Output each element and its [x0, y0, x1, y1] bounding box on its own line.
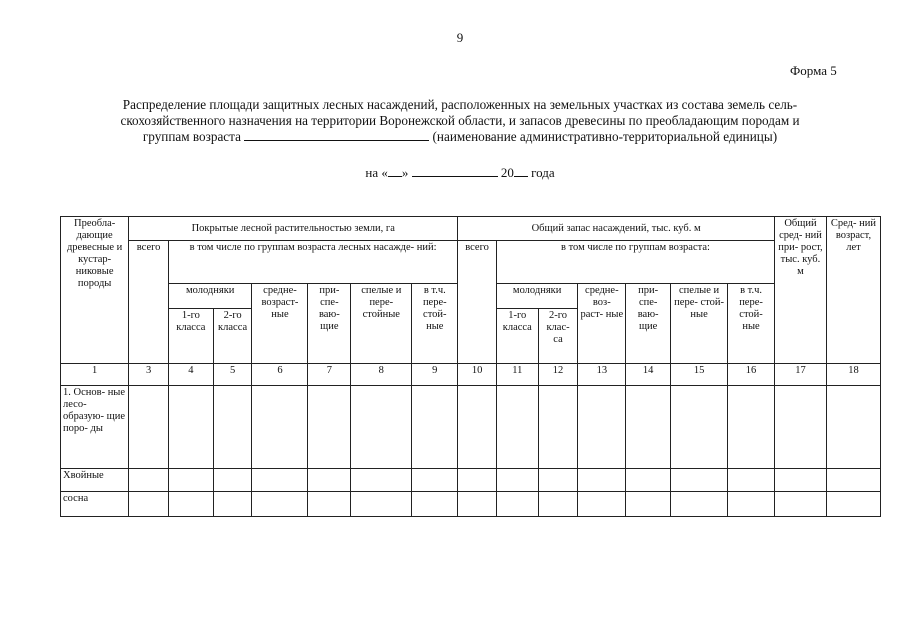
data-cell[interactable] — [774, 386, 826, 469]
data-cell[interactable] — [168, 386, 213, 469]
column-number-cell: 10 — [458, 364, 497, 386]
data-cell[interactable] — [728, 386, 775, 469]
header-stock-subgroup: в том числе по группам возраста: — [496, 241, 774, 284]
header-stock-young: молодняки — [496, 284, 577, 309]
data-cell[interactable] — [213, 469, 252, 492]
data-cell[interactable] — [728, 492, 775, 517]
data-cell[interactable] — [252, 386, 308, 469]
data-cell[interactable] — [129, 492, 169, 517]
data-cell[interactable] — [826, 386, 880, 469]
data-cell[interactable] — [774, 492, 826, 517]
data-cell[interactable] — [308, 469, 351, 492]
data-cell[interactable] — [308, 492, 351, 517]
column-number-cell: 4 — [168, 364, 213, 386]
data-cell[interactable] — [538, 492, 578, 517]
header-area-overmature: в т.ч. пере- стой- ные — [412, 284, 458, 364]
header-stock-class1: 1-го класса — [496, 309, 538, 364]
title-line-3-prefix: группам возраста — [142, 129, 241, 144]
header-stock-group: Общий запас насаждений, тыс. куб. м — [458, 217, 775, 241]
column-number-cell: 8 — [351, 364, 412, 386]
data-cell[interactable] — [412, 469, 458, 492]
data-cell[interactable] — [458, 469, 497, 492]
column-number-cell: 9 — [412, 364, 458, 386]
column-number-row — [61, 364, 881, 386]
header-area-class2: 2-го класса — [213, 309, 252, 364]
column-number-cell: 17 — [774, 364, 826, 386]
data-cell[interactable] — [412, 492, 458, 517]
data-cell[interactable] — [351, 386, 412, 469]
data-cell[interactable] — [351, 469, 412, 492]
column-number-cell: 1 — [61, 364, 129, 386]
header-stock-mature: спелые и пере- стой- ные — [671, 284, 728, 364]
header-area-mature: спелые и пере- стойные — [351, 284, 412, 364]
distribution-table — [60, 216, 881, 517]
title-line-1: Распределение площади защитных лесных насаждений, расположенных на земельных участках из состава земель сель- — [122, 97, 798, 112]
data-cell[interactable] — [308, 386, 351, 469]
data-cell[interactable] — [496, 386, 538, 469]
date-middle: » — [401, 165, 409, 180]
column-number-cell: 16 — [728, 364, 775, 386]
title-line-3 — [60, 129, 860, 145]
data-cell[interactable] — [578, 386, 626, 469]
data-cell[interactable] — [538, 386, 578, 469]
column-number-cell: 5 — [213, 364, 252, 386]
date-line — [0, 165, 905, 181]
data-cell[interactable] — [496, 492, 538, 517]
column-number-cell: 11 — [496, 364, 538, 386]
form-label: Форма 5 — [790, 63, 837, 78]
header-stock-overmature: в т.ч. пере- стой- ные — [728, 284, 775, 364]
data-cell[interactable] — [252, 469, 308, 492]
page-number: 9 — [456, 30, 464, 45]
table-row — [61, 492, 881, 517]
year-prefix: 20 — [500, 165, 514, 180]
header-avg-increment: Общий сред- ний при- рост, тыс. куб. м — [774, 217, 826, 364]
column-number-cell: 13 — [578, 364, 626, 386]
data-cell[interactable] — [626, 469, 671, 492]
column-number-cell: 7 — [308, 364, 351, 386]
row-label: сосна — [61, 492, 129, 517]
header-stock-maturing: при- спе- ваю- щие — [626, 284, 671, 364]
territory-blank — [244, 129, 429, 141]
data-cell[interactable] — [826, 469, 880, 492]
column-number-cell: 3 — [129, 364, 169, 386]
table-row — [61, 386, 881, 469]
column-number-cell: 12 — [538, 364, 578, 386]
row-label: 1. Основ- ные лесо- образую- щие поро- ды — [61, 386, 129, 469]
data-cell[interactable] — [671, 469, 728, 492]
data-cell[interactable] — [213, 492, 252, 517]
data-cell[interactable] — [168, 469, 213, 492]
date-prefix: на « — [365, 165, 388, 180]
header-stock-total: всего — [458, 241, 497, 364]
header-avg-age: Сред- ний возраст, лет — [826, 217, 880, 364]
row-label: Хвойные — [61, 469, 129, 492]
header-area-group: Покрытые лесной растительностью земли, га — [129, 217, 458, 241]
data-cell[interactable] — [538, 469, 578, 492]
year-blank — [514, 165, 528, 177]
header-area-total: всего — [129, 241, 169, 364]
data-cell[interactable] — [168, 492, 213, 517]
data-cell[interactable] — [671, 492, 728, 517]
data-cell[interactable] — [578, 492, 626, 517]
title-line-2: скохозяйственного назначения на территории Воронежской области, и запасов древесины по преобладающим породам и — [120, 113, 800, 128]
data-cell[interactable] — [578, 469, 626, 492]
title-line-3-suffix: (наименование административно-территориальной единицы) — [432, 129, 778, 144]
data-cell[interactable] — [458, 492, 497, 517]
data-cell[interactable] — [458, 386, 497, 469]
data-cell[interactable] — [252, 492, 308, 517]
column-number-cell: 18 — [826, 364, 880, 386]
header-area-young: молодняки — [168, 284, 252, 309]
column-number-cell: 6 — [252, 364, 308, 386]
column-number-cell: 14 — [626, 364, 671, 386]
table-row — [61, 469, 881, 492]
header-area-class1: 1-го класса — [168, 309, 213, 364]
header-area-maturing: при- спе- ваю- щие — [308, 284, 351, 364]
header-area-subgroup: в том числе по группам возраста лесных насажде- ний: — [168, 241, 457, 284]
data-cell[interactable] — [129, 386, 169, 469]
data-cell[interactable] — [826, 492, 880, 517]
data-cell[interactable] — [213, 386, 252, 469]
header-stock-class2: 2-го клас- са — [538, 309, 578, 364]
data-cell[interactable] — [351, 492, 412, 517]
data-cell[interactable] — [626, 386, 671, 469]
column-number-cell: 15 — [671, 364, 728, 386]
day-blank — [388, 165, 402, 177]
data-cell[interactable] — [774, 469, 826, 492]
header-stock-middle-aged: средне- воз- раст- ные — [578, 284, 626, 364]
data-cell[interactable] — [412, 386, 458, 469]
data-cell[interactable] — [671, 386, 728, 469]
header-area-middle-aged: средне- возраст- ные — [252, 284, 308, 364]
data-cell[interactable] — [728, 469, 775, 492]
data-cell[interactable] — [626, 492, 671, 517]
month-blank — [412, 165, 498, 177]
document-title — [60, 97, 860, 145]
data-cell[interactable] — [496, 469, 538, 492]
data-cell[interactable] — [129, 469, 169, 492]
header-species: Преобла- дающие древесные и кустар- никовые породы — [61, 217, 129, 364]
date-suffix: года — [531, 165, 555, 180]
